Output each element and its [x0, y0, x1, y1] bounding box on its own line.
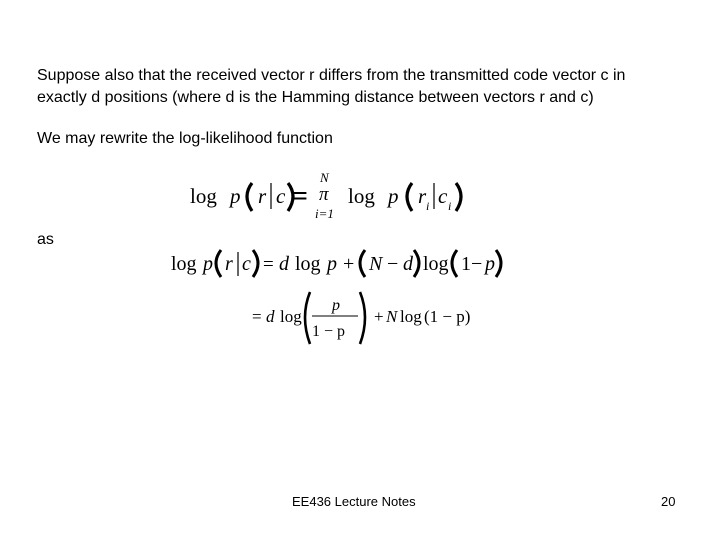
eq2-log: log [171, 253, 197, 275]
eq2-p: p [203, 253, 213, 275]
eq2-minus-2: − [471, 253, 483, 275]
intro-paragraph: Suppose also that the received vector r differs from the transmitted code vector c in exactly d positions (where d is the Hamming distance between vectors r and c) [37, 67, 626, 106]
eq1-rhs-log: log [348, 184, 375, 208]
page-number: 20 [661, 494, 676, 509]
eq3-inner: (1 − p) [424, 307, 471, 326]
eq3-log: log [280, 307, 302, 326]
equation-log-likelihood-simplified [250, 288, 471, 348]
footer-title: EE436 Lecture Notes [292, 494, 416, 509]
eq1-rhs-r: r [418, 184, 427, 208]
rewrite-paragraph: We may rewrite the log-likelihood function [37, 130, 333, 147]
eq2-d-2: d [403, 253, 413, 275]
eq3-log-2: log [400, 307, 422, 326]
eq2-N: N [369, 253, 383, 275]
eq3-plus: + [374, 307, 384, 326]
equation-log-likelihood-expanded [165, 240, 505, 285]
eq2-d: d [279, 253, 289, 275]
eq2-r: r [225, 253, 233, 275]
eq3-equals: = [252, 307, 262, 326]
eq2-c: c [242, 253, 251, 275]
eq2-equals: = [263, 254, 274, 275]
eq2-log-2: log [295, 253, 321, 275]
eq1-upper-limit: N [320, 170, 329, 185]
eq1-equals: = [292, 181, 308, 212]
eq2-log-3: log [423, 253, 449, 275]
eq1-lower-limit: i=1 [315, 206, 334, 221]
eq2-one: 1 [461, 253, 471, 275]
eq2-plus: + [343, 253, 355, 275]
eq1-rhs-c: c [438, 184, 448, 208]
eq1-lhs-c: c [276, 184, 286, 208]
eq3-denominator: 1 − p [312, 323, 346, 340]
eq3-numerator: p [332, 297, 340, 314]
eq1-lhs-p: p [230, 184, 241, 208]
as-label: as [37, 231, 54, 248]
equation-log-likelihood-product [180, 165, 480, 225]
eq1-rhs-p: p [388, 184, 399, 208]
eq2-p-2: p [327, 253, 337, 275]
eq2-p-3: p [485, 253, 495, 275]
eq2-minus: − [387, 253, 399, 275]
eq1-product-symbol: π [319, 184, 329, 205]
eq1-rhs-c-sub: i [448, 199, 452, 213]
eq1-lhs-r: r [258, 184, 267, 208]
eq3-N: N [386, 307, 398, 326]
eq1-lhs-log: log [190, 184, 217, 208]
eq3-d: d [266, 307, 275, 326]
eq1-rhs-r-sub: i [426, 199, 430, 213]
